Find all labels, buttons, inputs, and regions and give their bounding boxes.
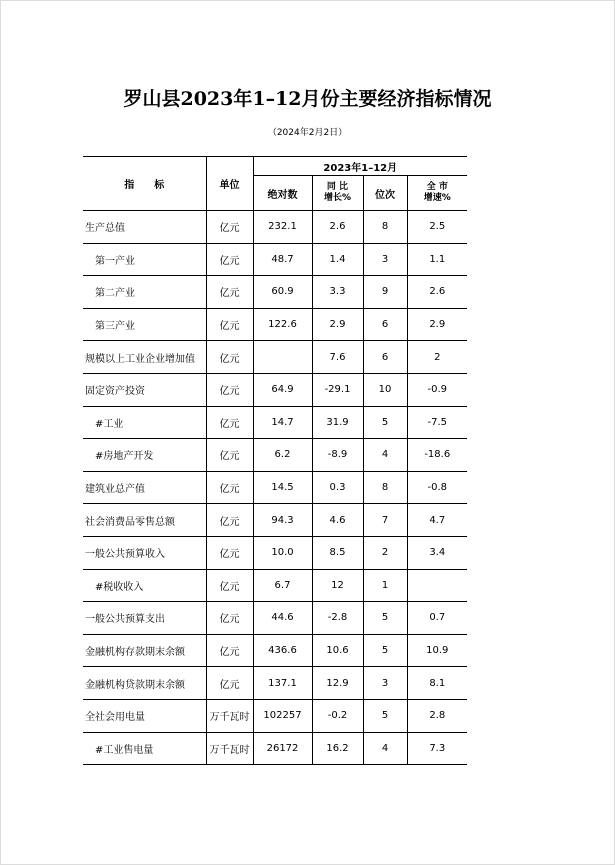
table-row — [83, 732, 467, 765]
row-city: 10.9 — [407, 634, 467, 667]
row-unit: 亿元 — [206, 504, 253, 537]
row-unit: 亿元 — [206, 471, 253, 504]
row-city: 2.8 — [407, 699, 467, 732]
header-period: 2023年1–12月 — [253, 157, 467, 176]
row-unit: 亿元 — [206, 373, 253, 406]
row-absolute: 44.6 — [253, 602, 312, 635]
row-unit: 亿元 — [206, 276, 253, 309]
row-rank: 5 — [363, 634, 407, 667]
row-rank: 9 — [363, 276, 407, 309]
row-name: 社会消费品零售总额 — [83, 504, 206, 537]
table-row — [83, 276, 467, 309]
row-absolute: 14.7 — [253, 406, 312, 439]
row-unit: 亿元 — [206, 536, 253, 569]
row-rank: 7 — [363, 504, 407, 537]
row-absolute: 10.0 — [253, 536, 312, 569]
header-absolute: 绝对数 — [253, 176, 312, 211]
table-row — [83, 699, 467, 732]
table-row — [83, 439, 467, 472]
row-city: 2 — [407, 341, 467, 374]
row-city: -0.9 — [407, 373, 467, 406]
row-yoy: 3.3 — [312, 276, 363, 309]
row-yoy: 10.6 — [312, 634, 363, 667]
table-row — [83, 471, 467, 504]
row-unit: 亿元 — [206, 667, 253, 700]
table-row — [83, 243, 467, 276]
row-absolute: 102257 — [253, 699, 312, 732]
row-city: 1.1 — [407, 243, 467, 276]
row-unit: 亿元 — [206, 569, 253, 602]
row-rank: 8 — [363, 471, 407, 504]
row-unit: 亿元 — [206, 406, 253, 439]
row-yoy: 1.4 — [312, 243, 363, 276]
header-yoy — [312, 176, 363, 211]
row-absolute: 122.6 — [253, 308, 312, 341]
header-indicator: 指 标 — [83, 157, 206, 211]
row-yoy: -2.8 — [312, 602, 363, 635]
row-city: 2.9 — [407, 308, 467, 341]
header-unit: 单位 — [206, 157, 253, 211]
row-absolute: 94.3 — [253, 504, 312, 537]
row-name: 金融机构贷款期末余额 — [83, 667, 206, 700]
row-yoy: 4.6 — [312, 504, 363, 537]
row-rank: 3 — [363, 243, 407, 276]
row-absolute: 48.7 — [253, 243, 312, 276]
row-rank: 6 — [363, 341, 407, 374]
table-row — [83, 406, 467, 439]
row-name: 固定资产投资 — [83, 373, 206, 406]
row-city: 0.7 — [407, 602, 467, 635]
row-yoy: 31.9 — [312, 406, 363, 439]
row-absolute: 436.6 — [253, 634, 312, 667]
row-absolute: 14.5 — [253, 471, 312, 504]
row-absolute: 137.1 — [253, 667, 312, 700]
row-city: 2.6 — [407, 276, 467, 309]
row-yoy: 2.6 — [312, 211, 363, 244]
row-name: 规模以上工业企业增加值 — [83, 341, 206, 374]
row-name: 一般公共预算支出 — [83, 602, 206, 635]
row-yoy: 12.9 — [312, 667, 363, 700]
table-row — [83, 504, 467, 537]
table-row — [83, 341, 467, 374]
table-row — [83, 569, 467, 602]
row-city: 7.3 — [407, 732, 467, 765]
row-name: 第一产业 — [83, 243, 206, 276]
row-unit: 万千瓦时 — [206, 699, 253, 732]
table-row — [83, 536, 467, 569]
table-row — [83, 602, 467, 635]
row-yoy: 12 — [312, 569, 363, 602]
row-yoy: -0.2 — [312, 699, 363, 732]
row-unit: 亿元 — [206, 634, 253, 667]
row-rank: 5 — [363, 699, 407, 732]
row-unit: 亿元 — [206, 439, 253, 472]
row-unit: 亿元 — [206, 341, 253, 374]
row-absolute: 64.9 — [253, 373, 312, 406]
row-yoy: 0.3 — [312, 471, 363, 504]
table-row — [83, 211, 467, 244]
row-name: 建筑业总产值 — [83, 471, 206, 504]
row-unit: 亿元 — [206, 308, 253, 341]
header-yoy-line2: 增长% — [323, 193, 352, 203]
table-row — [83, 373, 467, 406]
row-unit: 亿元 — [206, 211, 253, 244]
row-absolute — [253, 341, 312, 374]
row-rank: 3 — [363, 667, 407, 700]
row-rank: 5 — [363, 602, 407, 635]
report-date: （2024年2月2日） — [267, 128, 348, 138]
economic-indicators-table — [83, 156, 467, 765]
row-yoy: 2.9 — [312, 308, 363, 341]
row-city: 2.5 — [407, 211, 467, 244]
row-yoy: 16.2 — [312, 732, 363, 765]
row-name: #税收收入 — [83, 569, 206, 602]
row-unit: 亿元 — [206, 243, 253, 276]
row-rank: 2 — [363, 536, 407, 569]
row-name: 生产总值 — [83, 211, 206, 244]
header-city-line1: 全 市 — [426, 182, 448, 192]
header-city — [407, 176, 467, 211]
row-absolute: 26172 — [253, 732, 312, 765]
row-rank: 1 — [363, 569, 407, 602]
row-name: 一般公共预算收入 — [83, 536, 206, 569]
row-name: 金融机构存款期末余额 — [83, 634, 206, 667]
row-name: #工业售电量 — [83, 732, 206, 765]
row-city: 4.7 — [407, 504, 467, 537]
row-yoy: 8.5 — [312, 536, 363, 569]
row-city — [407, 569, 467, 602]
row-name: 第三产业 — [83, 308, 206, 341]
header-city-line2: 增速% — [423, 193, 451, 203]
row-city: -0.8 — [407, 471, 467, 504]
row-yoy: -29.1 — [312, 373, 363, 406]
row-city: 3.4 — [407, 536, 467, 569]
row-rank: 10 — [363, 373, 407, 406]
header-yoy-line1: 同 比 — [326, 182, 349, 192]
table-row — [83, 667, 467, 700]
row-city: -7.5 — [407, 406, 467, 439]
row-unit: 亿元 — [206, 602, 253, 635]
row-city: -18.6 — [407, 439, 467, 472]
row-name: #工业 — [83, 406, 206, 439]
header-rank: 位次 — [363, 176, 407, 211]
page-title: 罗山县2023年1–12月份主要经济指标情况 — [123, 88, 492, 110]
row-rank: 4 — [363, 439, 407, 472]
table-row — [83, 308, 467, 341]
row-name: #房地产开发 — [83, 439, 206, 472]
row-absolute: 232.1 — [253, 211, 312, 244]
row-city: 8.1 — [407, 667, 467, 700]
row-rank: 4 — [363, 732, 407, 765]
row-rank: 5 — [363, 406, 407, 439]
table-row — [83, 634, 467, 667]
row-absolute: 6.2 — [253, 439, 312, 472]
row-yoy: 7.6 — [312, 341, 363, 374]
row-yoy: -8.9 — [312, 439, 363, 472]
row-name: 全社会用电量 — [83, 699, 206, 732]
row-rank: 6 — [363, 308, 407, 341]
row-name: 第二产业 — [83, 276, 206, 309]
row-unit: 万千瓦时 — [206, 732, 253, 765]
row-rank: 8 — [363, 211, 407, 244]
row-absolute: 60.9 — [253, 276, 312, 309]
row-absolute: 6.7 — [253, 569, 312, 602]
